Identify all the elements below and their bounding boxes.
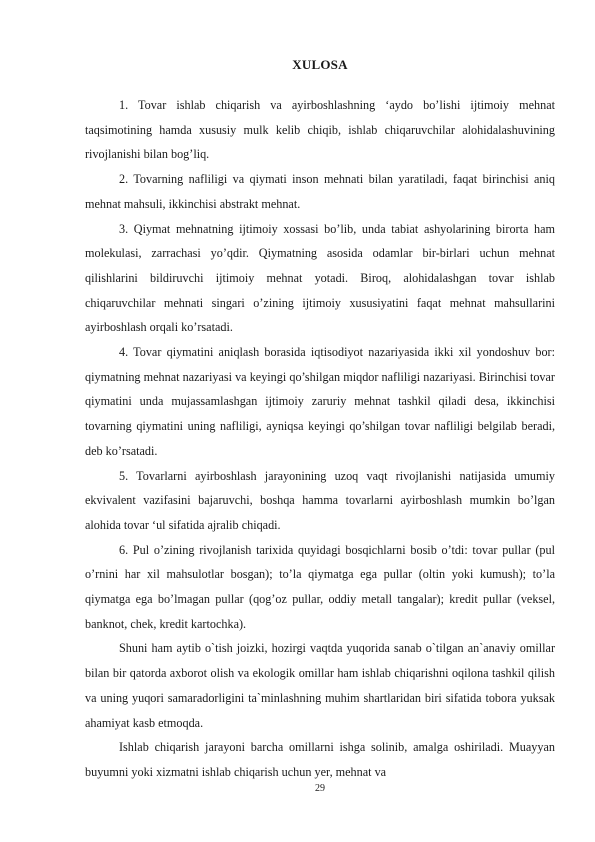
paragraph-2: 2. Tovarning nafliligi va qiymati inson mehnati bilan yaratiladi, faqat birinchisi aniq mehnat mahsuli, ikkinchisi abstrakt mehnat. [85,172,555,211]
paragraph-5: 5. Tovarlarni ayirboshlash jarayonining uzoq vaqt rivojlanishi natijasida umumiy ekvivalent vazifasini bajaruvchi, boshqa hamma tovarlarni ayirboshlash mumkin bo’lgan alohida tovar ‘ul sifatida ajralib chiqadi. [85,468,555,532]
paragraph-8: Ishlab chiqarish jarayoni barcha omillarni ishga solinib, amalga oshiriladi. Muayyan buyumni yoki xizmatni ishlab chiqarish uchun yer, mehnat va [85,740,555,779]
paragraph-3: 3. Qiymat mehnatning ijtimoiy xossasi bo’lib, unda tabiat ashyolarining birorta ham molekulasi, zarrachasi yo’qdir. Qiymatning asosida odamlar bir-birlari uchun mehnat qilishlarini bildiruvchi ijtimoiy mehnat yotadi. Biroq, alohidalashgan tovar ishlab chiqaruvchilar mehnati singari o’zining ijtimoiy xususiyatini faqat mehnat mahsullarini ayirboshlash orqali ko’rsatadi. [85,221,555,335]
paragraph-1: 1. Tovar ishlab chiqarish va ayirboshlashning ‘aydo bo’lishi ijtimoiy mehnat taqsimotining hamda xususiy mulk kelib chiqib, ishlab chiqaruvchilar alohidalashuvining rivojlanishi bilan bog’liq. [85,98,555,162]
paragraph-6: 6. Pul o’zining rivojlanish tarixida quyidagi bosqichlarni bosib o’tdi: tovar pullar (pul o’rnini har xil mahsulotlar bosgan); to’la qiymatga ega pullar (oltin yoki kumush); to’la qiymatga ega bo’lmagan pullar (qog’oz pullar, oddiy metall tangalar); kredit pullar (veksel, banknot, chek, kredit kartochka). [85,542,555,631]
paragraph-7: Shuni ham aytib o`tish joizki, hozirgi vaqtda yuqorida sanab o`tilgan an`anaviy omillar bilan bir qatorda axborot olish va ekologik omillar ham ishlab chiqarishni oqilona tashkil qilish va uning yuqori samaradorligini ta`minlashning muhim shartlaridan biri sifatida tobora yuksak ahamiyat kasb etmoqda. [85,641,555,730]
page-number: 29 [315,783,325,794]
page-title: XULOSA [292,57,348,72]
paragraph-4: 4. Tovar qiymatini aniqlash borasida iqtisodiyot nazariyasida ikki xil yondoshuv bor: qiymatning mehnat nazariyasi va keyingi qo’shilgan miqdor nafliligi nazariyasi. Birinchisi tovar qiymatini unda mujassamlashgan ijtimoiy zaruriy mehnat tashkil qiladi desa, ikkinchisi tovarning qiymatini uning nafliligi, ayniqsa keyingi qo’shilgan tovar nafliligi belgilab beradi, deb ko’rsatadi. [85,345,555,458]
document-body [85,93,555,785]
